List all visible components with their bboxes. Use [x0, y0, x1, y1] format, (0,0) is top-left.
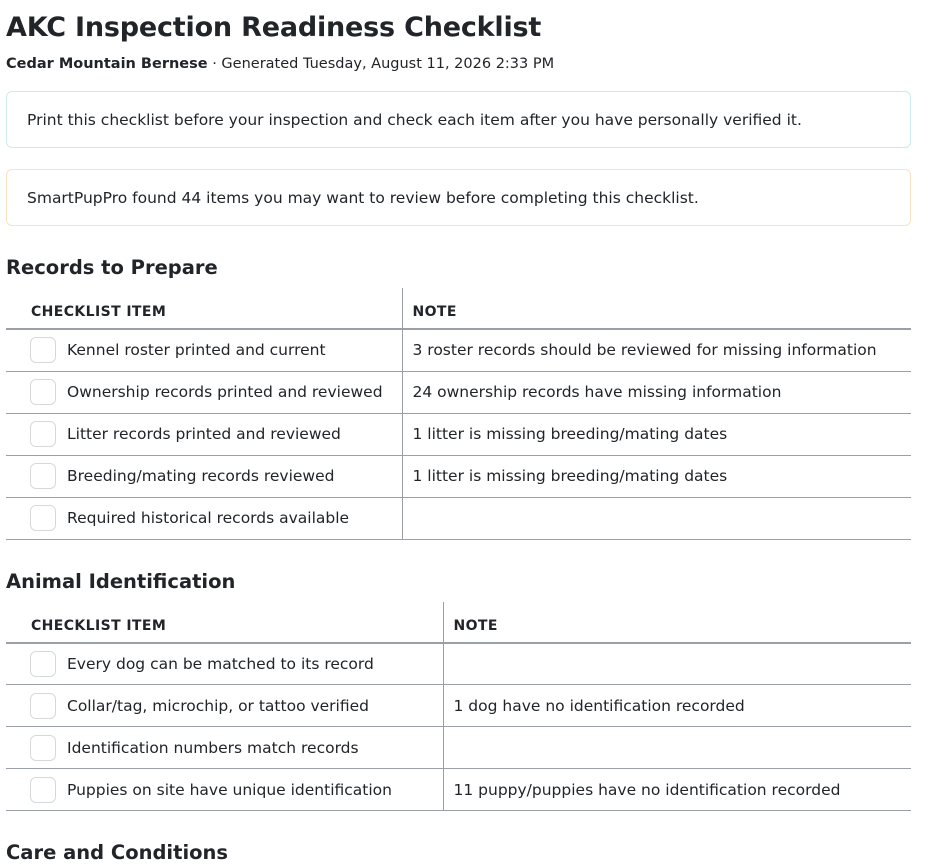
checklist-page	[0, 12, 932, 864]
kennel-name: Cedar Mountain Bernese	[6, 56, 208, 72]
checklist-item-label: Kennel roster printed and current	[67, 341, 326, 360]
column-header-note: NOTE	[402, 288, 911, 329]
column-header-item: CHECKLIST ITEM	[6, 288, 402, 329]
checklist-item-label: Every dog can be matched to its record	[67, 654, 374, 673]
checklist-note: 24 ownership records have missing information	[402, 371, 911, 413]
checklist-item-label: Puppies on site have unique identification	[67, 780, 392, 799]
checkbox[interactable]	[30, 651, 56, 677]
info-alert	[6, 91, 911, 148]
column-header-note: NOTE	[443, 602, 911, 643]
page-subtitle	[6, 56, 911, 72]
checklist-item-label: Ownership records printed and reviewed	[67, 383, 383, 401]
records-table	[6, 288, 911, 540]
section-title-records: Records to Prepare	[6, 256, 218, 279]
table-row	[6, 769, 911, 811]
checkbox[interactable]	[30, 735, 56, 761]
section-title-care: Care and Conditions	[6, 841, 229, 864]
checklist-note	[402, 497, 911, 539]
checkbox[interactable]	[30, 505, 56, 531]
checkbox[interactable]	[30, 337, 56, 363]
checklist-note: 1 dog have no identification recorded	[443, 685, 911, 727]
table-row	[6, 329, 911, 371]
checklist-note	[443, 727, 911, 769]
checklist-item-label: Breeding/mating records reviewed	[67, 467, 335, 485]
checklist-note	[443, 643, 911, 685]
table-row	[6, 685, 911, 727]
checklist-item-label: Litter records printed and reviewed	[67, 425, 341, 443]
checklist-item-label: Required historical records available	[67, 509, 350, 527]
checkbox[interactable]	[30, 777, 56, 803]
identification-table	[6, 602, 911, 812]
table-row	[6, 413, 911, 455]
table-row	[6, 727, 911, 769]
table-header-row	[6, 288, 911, 329]
table-header-row	[6, 602, 911, 643]
section-title-identification: Animal Identification	[6, 569, 236, 593]
info-alert-text: Print this checklist before your inspection and check each item after you have personally verified it.	[27, 110, 802, 129]
column-header-item: CHECKLIST ITEM	[6, 602, 443, 643]
checkbox[interactable]	[30, 379, 56, 405]
checklist-item-label: Identification numbers match records	[67, 738, 359, 757]
table-row	[6, 497, 911, 539]
warning-alert-text: SmartPupPro found 44 items you may want to review before completing this checklist.	[27, 188, 699, 207]
warning-alert	[6, 169, 911, 226]
table-row	[6, 455, 911, 497]
checkbox[interactable]	[30, 693, 56, 719]
table-row	[6, 643, 911, 685]
checklist-note: 11 puppy/puppies have no identification recorded	[443, 769, 911, 811]
generated-timestamp: · Generated Tuesday, August 11, 2026 2:33 PM	[207, 56, 555, 72]
page-title: AKC Inspection Readiness Checklist	[6, 12, 542, 43]
checklist-note: 3 roster records should be reviewed for missing information	[402, 329, 911, 371]
table-row	[6, 371, 911, 413]
checkbox[interactable]	[30, 463, 56, 489]
checkbox[interactable]	[30, 421, 56, 447]
checklist-item-label: Collar/tag, microchip, or tattoo verified	[67, 696, 370, 715]
checklist-note: 1 litter is missing breeding/mating dates	[402, 413, 911, 455]
checklist-note: 1 litter is missing breeding/mating dates	[402, 455, 911, 497]
